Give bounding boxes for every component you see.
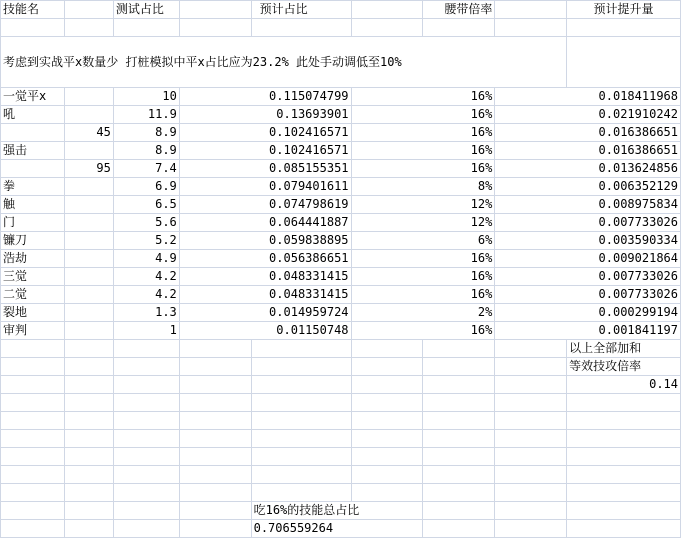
test-ratio-cell[interactable]: 8.9	[113, 142, 179, 160]
cell[interactable]	[423, 430, 495, 448]
predicted-ratio-cell[interactable]: 0.115074799	[179, 88, 351, 106]
cell[interactable]	[251, 340, 351, 358]
predicted-gain-cell[interactable]: 0.007733026	[495, 268, 681, 286]
cell[interactable]	[495, 19, 567, 37]
predicted-ratio-cell[interactable]: 0.014959724	[179, 304, 351, 322]
note-row	[1, 37, 681, 88]
table-row	[1, 142, 681, 160]
note-cell[interactable]: 考虑到实战平x数量少 打桩模拟中平x占比应为23.2% 此处手动调低至10%	[1, 37, 567, 88]
cell[interactable]	[495, 502, 567, 520]
cell[interactable]	[1, 19, 65, 37]
cell[interactable]	[351, 394, 423, 412]
skill-name-cell[interactable]: 触	[1, 196, 65, 214]
cell[interactable]	[113, 430, 179, 448]
predicted-ratio-cell[interactable]: 0.074798619	[179, 196, 351, 214]
test-ratio-cell[interactable]: 4.9	[113, 250, 179, 268]
belt-multiplier-cell[interactable]: 16%	[351, 124, 495, 142]
empty-row	[1, 430, 681, 448]
cell[interactable]	[351, 466, 423, 484]
cell[interactable]	[351, 1, 423, 19]
cell[interactable]	[423, 19, 495, 37]
predicted-ratio-cell[interactable]: 0.102416571	[179, 142, 351, 160]
cell[interactable]	[495, 376, 567, 394]
cell[interactable]	[113, 502, 179, 520]
cell[interactable]	[113, 412, 179, 430]
test-ratio-cell[interactable]: 1.3	[113, 304, 179, 322]
cell[interactable]	[1, 502, 65, 520]
cell[interactable]	[113, 340, 179, 358]
cell[interactable]	[179, 412, 251, 430]
cell[interactable]	[1, 394, 65, 412]
cell[interactable]	[113, 520, 179, 538]
table-row	[1, 268, 681, 286]
cell[interactable]	[495, 1, 567, 19]
cell[interactable]	[113, 484, 179, 502]
empty-row	[1, 412, 681, 430]
predicted-gain-cell[interactable]: 0.009021864	[495, 250, 681, 268]
cell[interactable]	[179, 19, 251, 37]
cell[interactable]	[64, 394, 113, 412]
belt-multiplier-cell[interactable]: 16%	[351, 322, 495, 340]
equiv-multiplier-label[interactable]: 等效技攻倍率	[567, 358, 681, 376]
test-ratio-cell[interactable]: 8.9	[113, 124, 179, 142]
cell[interactable]	[64, 466, 113, 484]
cell[interactable]	[113, 448, 179, 466]
cell[interactable]	[64, 358, 113, 376]
cell[interactable]	[567, 394, 681, 412]
cell[interactable]	[423, 340, 495, 358]
cell[interactable]	[423, 520, 495, 538]
belt-multiplier-cell[interactable]: 16%	[351, 250, 495, 268]
cell[interactable]	[351, 340, 423, 358]
test-ratio-cell[interactable]: 6.9	[113, 178, 179, 196]
header-predicted-ratio[interactable]: 预计占比	[251, 1, 351, 19]
cell[interactable]	[64, 484, 113, 502]
skill-level-cell[interactable]	[64, 142, 113, 160]
table-row	[1, 160, 681, 178]
belt-multiplier-cell[interactable]: 16%	[351, 268, 495, 286]
predicted-gain-cell[interactable]: 0.021910242	[495, 106, 681, 124]
skill-name-cell[interactable]: 审判	[1, 322, 65, 340]
cell[interactable]	[179, 358, 251, 376]
cell[interactable]	[179, 376, 251, 394]
belt-multiplier-cell[interactable]: 12%	[351, 196, 495, 214]
skill-level-cell[interactable]	[64, 304, 113, 322]
cell[interactable]	[113, 394, 179, 412]
cell[interactable]	[351, 376, 423, 394]
skill-name-cell[interactable]: 三觉	[1, 268, 65, 286]
belt-multiplier-cell[interactable]: 2%	[351, 304, 495, 322]
predicted-gain-cell[interactable]: 0.006352129	[495, 178, 681, 196]
predicted-ratio-cell[interactable]: 0.085155351	[179, 160, 351, 178]
skill-level-cell[interactable]	[64, 88, 113, 106]
cell[interactable]	[495, 484, 567, 502]
predicted-gain-cell[interactable]: 0.000299194	[495, 304, 681, 322]
empty-row	[1, 466, 681, 484]
cell[interactable]	[251, 430, 351, 448]
cell[interactable]	[423, 394, 495, 412]
test-ratio-cell[interactable]: 11.9	[113, 106, 179, 124]
cell[interactable]	[1, 430, 65, 448]
cell[interactable]	[423, 448, 495, 466]
cell[interactable]	[64, 1, 113, 19]
cell[interactable]	[251, 484, 351, 502]
summary-row	[1, 520, 681, 538]
cell[interactable]	[179, 520, 251, 538]
cell[interactable]	[251, 466, 351, 484]
cell[interactable]	[423, 502, 495, 520]
cell[interactable]	[423, 358, 495, 376]
cell[interactable]	[423, 412, 495, 430]
cell[interactable]	[567, 502, 681, 520]
equiv-multiplier-value[interactable]: 0.14	[567, 376, 681, 394]
cell[interactable]	[567, 466, 681, 484]
cell[interactable]	[64, 376, 113, 394]
cell[interactable]	[1, 376, 65, 394]
skill-name-cell[interactable]: 一觉平x	[1, 88, 65, 106]
test-ratio-cell[interactable]: 7.4	[113, 160, 179, 178]
table-row	[1, 286, 681, 304]
belt-multiplier-cell[interactable]: 6%	[351, 232, 495, 250]
predicted-ratio-cell[interactable]: 0.064441887	[179, 214, 351, 232]
table-row	[1, 124, 681, 142]
cell[interactable]	[64, 502, 113, 520]
header-test-ratio[interactable]: 测试占比	[113, 1, 179, 19]
predicted-gain-cell[interactable]: 0.008975834	[495, 196, 681, 214]
cell[interactable]	[351, 430, 423, 448]
cell[interactable]	[567, 430, 681, 448]
cell[interactable]	[495, 448, 567, 466]
cell[interactable]	[64, 520, 113, 538]
test-ratio-cell[interactable]: 4.2	[113, 286, 179, 304]
cell[interactable]	[179, 466, 251, 484]
skill-name-cell[interactable]	[1, 124, 65, 142]
cell[interactable]	[179, 430, 251, 448]
skill-name-cell[interactable]: 浩劫	[1, 250, 65, 268]
cell[interactable]	[495, 520, 567, 538]
cell[interactable]	[179, 484, 251, 502]
cell[interactable]	[495, 430, 567, 448]
summary-row	[1, 502, 681, 520]
cell[interactable]	[495, 358, 567, 376]
cell[interactable]	[567, 37, 681, 88]
cell[interactable]	[179, 394, 251, 412]
predicted-gain-cell[interactable]: 0.007733026	[495, 214, 681, 232]
test-ratio-cell[interactable]: 5.6	[113, 214, 179, 232]
predicted-gain-cell[interactable]: 0.007733026	[495, 286, 681, 304]
skill-level-cell[interactable]	[64, 232, 113, 250]
predicted-ratio-cell[interactable]: 0.048331415	[179, 286, 351, 304]
predicted-gain-cell[interactable]: 0.018411968	[495, 88, 681, 106]
header-belt-multiplier[interactable]: 腰带倍率	[423, 1, 495, 19]
table-row	[1, 250, 681, 268]
cell[interactable]	[1, 448, 65, 466]
cell[interactable]	[567, 448, 681, 466]
skill-level-cell[interactable]	[64, 268, 113, 286]
belt-multiplier-cell[interactable]: 16%	[351, 142, 495, 160]
skill-name-cell[interactable]: 门	[1, 214, 65, 232]
table-row	[1, 196, 681, 214]
cell[interactable]	[351, 412, 423, 430]
skill-name-cell[interactable]: 吼	[1, 106, 65, 124]
skill-name-cell[interactable]: 二觉	[1, 286, 65, 304]
belt-multiplier-cell[interactable]: 16%	[351, 286, 495, 304]
cell[interactable]	[1, 466, 65, 484]
predicted-gain-cell[interactable]: 0.016386651	[495, 124, 681, 142]
sum-label[interactable]: 以上全部加和	[567, 340, 681, 358]
cell[interactable]	[64, 340, 113, 358]
skill-level-cell[interactable]	[64, 250, 113, 268]
cell[interactable]	[1, 340, 65, 358]
skill-name-cell[interactable]: 强击	[1, 142, 65, 160]
test-ratio-cell[interactable]: 6.5	[113, 196, 179, 214]
cell[interactable]	[113, 358, 179, 376]
table-row	[1, 232, 681, 250]
cell[interactable]	[1, 412, 65, 430]
empty-row	[1, 484, 681, 502]
skill-level-cell[interactable]	[64, 178, 113, 196]
skill-level-cell[interactable]	[64, 286, 113, 304]
cell[interactable]	[64, 412, 113, 430]
belt-multiplier-cell[interactable]: 16%	[351, 88, 495, 106]
total-ratio-value[interactable]: 0.706559264	[251, 520, 423, 538]
skill-level-cell[interactable]: 95	[64, 160, 113, 178]
predicted-gain-cell[interactable]: 0.013624856	[495, 160, 681, 178]
skill-name-cell[interactable]: 裂地	[1, 304, 65, 322]
cell[interactable]	[251, 358, 351, 376]
summary-row	[1, 376, 681, 394]
predicted-ratio-cell[interactable]: 0.13693901	[179, 106, 351, 124]
skill-level-cell[interactable]	[64, 322, 113, 340]
cell[interactable]	[1, 520, 65, 538]
predicted-ratio-cell[interactable]: 0.102416571	[179, 124, 351, 142]
header-skill-name[interactable]: 技能名	[1, 1, 65, 19]
empty-row	[1, 448, 681, 466]
test-ratio-cell[interactable]: 10	[113, 88, 179, 106]
cell[interactable]	[179, 340, 251, 358]
cell[interactable]	[179, 1, 251, 19]
cell[interactable]	[1, 484, 65, 502]
cell[interactable]	[351, 19, 423, 37]
empty-row	[1, 394, 681, 412]
header-predicted-gain[interactable]: 预计提升量	[567, 1, 681, 19]
cell[interactable]	[179, 448, 251, 466]
cell[interactable]	[567, 484, 681, 502]
table-row	[1, 214, 681, 232]
cell[interactable]	[64, 430, 113, 448]
cell[interactable]	[113, 19, 179, 37]
predicted-ratio-cell[interactable]: 0.048331415	[179, 268, 351, 286]
cell[interactable]	[495, 340, 567, 358]
cell[interactable]	[495, 412, 567, 430]
cell[interactable]	[251, 412, 351, 430]
belt-multiplier-cell[interactable]: 16%	[351, 160, 495, 178]
skill-name-cell[interactable]: 拳	[1, 178, 65, 196]
table-row	[1, 322, 681, 340]
cell[interactable]	[423, 376, 495, 394]
cell[interactable]	[1, 358, 65, 376]
summary-row	[1, 358, 681, 376]
cell[interactable]	[64, 19, 113, 37]
cell[interactable]	[567, 19, 681, 37]
total-ratio-label[interactable]: 吃16%的技能总占比	[251, 502, 423, 520]
cell[interactable]	[495, 466, 567, 484]
predicted-ratio-cell[interactable]: 0.01150748	[179, 322, 351, 340]
test-ratio-cell[interactable]: 1	[113, 322, 179, 340]
predicted-gain-cell[interactable]: 0.016386651	[495, 142, 681, 160]
skill-level-cell[interactable]	[64, 196, 113, 214]
cell[interactable]	[495, 394, 567, 412]
skill-level-cell[interactable]	[64, 214, 113, 232]
predicted-ratio-cell[interactable]: 0.056386651	[179, 250, 351, 268]
cell[interactable]	[113, 466, 179, 484]
table-row	[1, 178, 681, 196]
cell[interactable]	[179, 502, 251, 520]
predicted-ratio-cell[interactable]: 0.059838895	[179, 232, 351, 250]
belt-multiplier-cell[interactable]: 12%	[351, 214, 495, 232]
cell[interactable]	[251, 448, 351, 466]
cell[interactable]	[251, 394, 351, 412]
skill-name-cell[interactable]: 镰刀	[1, 232, 65, 250]
cell[interactable]	[251, 19, 351, 37]
belt-multiplier-cell[interactable]: 8%	[351, 178, 495, 196]
empty-row	[1, 19, 681, 37]
cell[interactable]	[351, 448, 423, 466]
predicted-gain-cell[interactable]: 0.003590334	[495, 232, 681, 250]
skill-level-cell[interactable]: 45	[64, 124, 113, 142]
header-row	[1, 1, 681, 19]
test-ratio-cell[interactable]: 4.2	[113, 268, 179, 286]
skill-level-cell[interactable]	[64, 106, 113, 124]
cell[interactable]	[351, 358, 423, 376]
cell[interactable]	[351, 484, 423, 502]
predicted-gain-cell[interactable]: 0.001841197	[495, 322, 681, 340]
predicted-ratio-cell[interactable]: 0.079401611	[179, 178, 351, 196]
cell[interactable]	[113, 376, 179, 394]
test-ratio-cell[interactable]: 5.2	[113, 232, 179, 250]
cell[interactable]	[567, 520, 681, 538]
table-row	[1, 304, 681, 322]
skill-name-cell[interactable]	[1, 160, 65, 178]
cell[interactable]	[567, 412, 681, 430]
summary-row	[1, 340, 681, 358]
belt-multiplier-cell[interactable]: 16%	[351, 106, 495, 124]
cell[interactable]	[251, 376, 351, 394]
cell[interactable]	[64, 448, 113, 466]
table-row	[1, 106, 681, 124]
cell[interactable]	[423, 484, 495, 502]
cell[interactable]	[423, 466, 495, 484]
table-row	[1, 88, 681, 106]
